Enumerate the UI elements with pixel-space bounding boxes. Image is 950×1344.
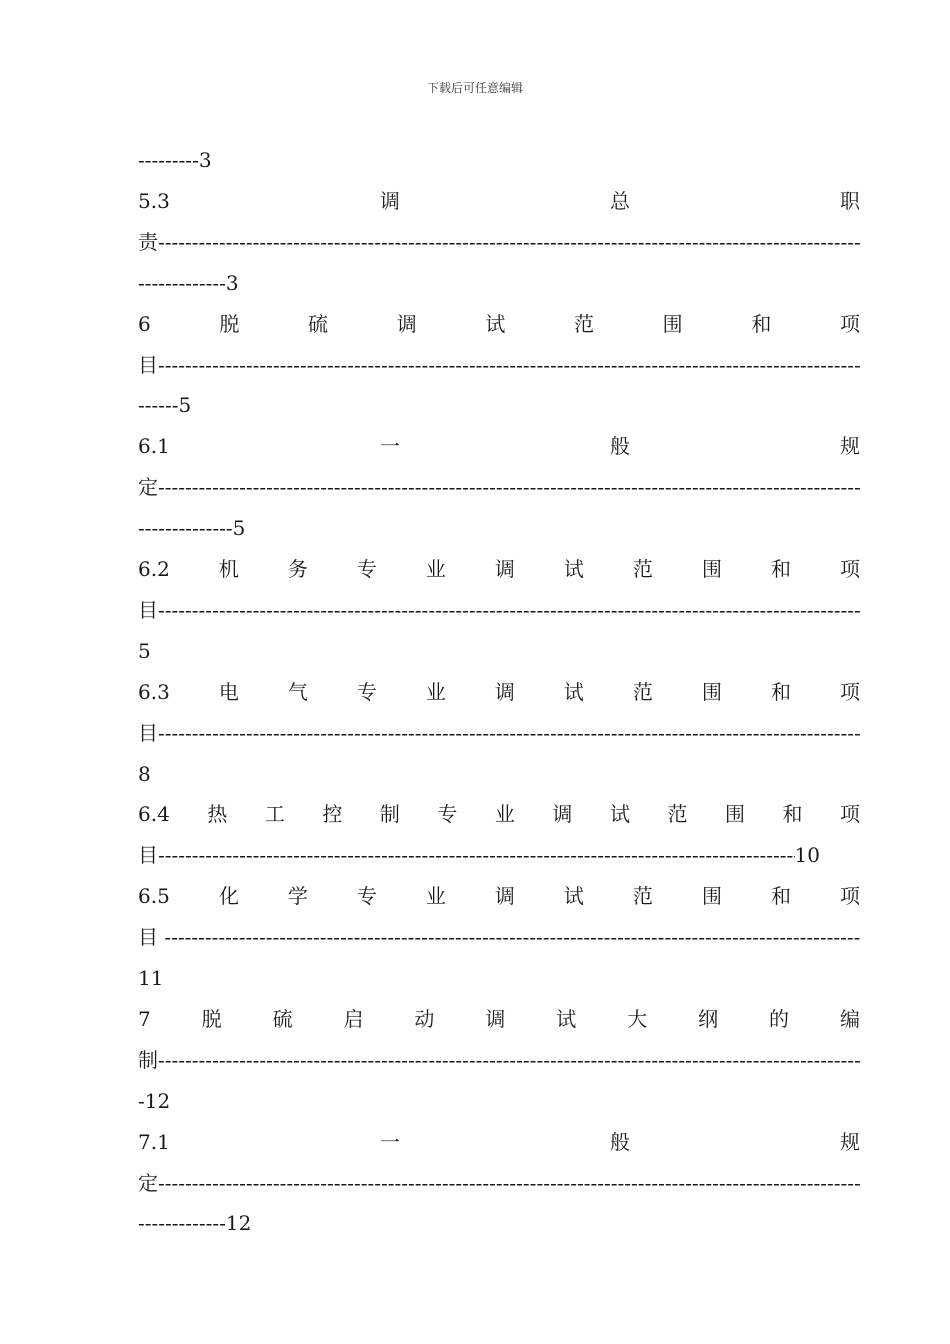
toc-heading-char: 7.1: [138, 1129, 170, 1154]
toc-line: [138, 309, 860, 339]
toc-heading-char: 项: [839, 679, 860, 704]
toc-heading-char: 范: [574, 311, 595, 336]
toc-heading-char: 总: [609, 188, 630, 213]
toc-heading-char: 和: [782, 802, 803, 827]
toc-line-text: 8: [138, 761, 151, 786]
toc-heading-char: 纲: [698, 1006, 719, 1031]
toc-heading-char: 6: [138, 311, 151, 336]
toc-heading-char: 试: [556, 1006, 577, 1031]
toc-heading-char: 的: [769, 1006, 790, 1031]
toc-heading-char: 调: [396, 311, 417, 336]
toc-heading-char: 调: [494, 679, 515, 704]
toc-heading-char: 围: [662, 311, 683, 336]
toc-heading-char: 专: [437, 802, 458, 827]
toc-heading-char: 专: [356, 884, 377, 909]
toc-line: [138, 1127, 860, 1157]
toc-heading-char: 6.5: [138, 884, 170, 909]
toc-line: [138, 1045, 860, 1075]
toc-line: [138, 227, 860, 257]
toc-line-text: -------------12: [138, 1211, 252, 1236]
dot-leader: [158, 472, 860, 502]
toc-line-text: -12: [138, 1088, 171, 1113]
toc-heading-char: 和: [770, 557, 791, 581]
toc-heading-end: 定: [138, 475, 158, 500]
toc-heading-char: 业: [425, 557, 446, 581]
toc-line-text: ------5: [138, 393, 192, 418]
toc-heading-char: 专: [356, 557, 377, 581]
dot-leader: [158, 840, 795, 870]
toc-line: [138, 145, 860, 175]
toc-heading-char: 硫: [308, 311, 329, 336]
toc-line: [138, 513, 860, 543]
page-number: 10: [794, 843, 820, 868]
toc-line: [138, 799, 860, 829]
toc-heading-char: 业: [425, 884, 446, 909]
toc-line: [138, 268, 860, 298]
toc-heading-end: 目: [138, 597, 158, 622]
toc-heading-char: 调: [494, 884, 515, 909]
toc-heading-char: 调: [494, 557, 515, 581]
toc-line: [138, 1168, 860, 1198]
toc-heading-char: 调: [379, 188, 400, 213]
dot-leader: [158, 1168, 860, 1198]
toc-heading-char: 脱: [219, 311, 240, 336]
toc-heading-char: 业: [494, 802, 515, 827]
toc-heading-char: 项: [839, 311, 860, 336]
dot-leader: [164, 922, 860, 952]
toc-heading-char: 启: [343, 1006, 364, 1031]
toc-line: [138, 677, 860, 707]
toc-heading-char: 项: [840, 802, 860, 827]
dot-leader: [158, 718, 860, 748]
toc-heading-end: 目: [138, 843, 158, 868]
toc-heading-char: 工: [264, 802, 285, 827]
toc-heading-char: 规: [840, 1129, 860, 1154]
toc-heading-char: 试: [609, 802, 630, 827]
toc-heading-end: 目: [138, 925, 165, 950]
toc-heading-end: 责: [138, 229, 158, 254]
toc-heading-char: 学: [287, 884, 308, 909]
toc-heading-char: 业: [425, 679, 446, 704]
toc-heading-char: 围: [701, 557, 722, 581]
toc-heading-char: 围: [701, 884, 722, 909]
toc-heading-char: 项: [839, 557, 860, 581]
toc-line: [138, 963, 860, 993]
toc-line: [138, 554, 860, 584]
toc-line: [138, 431, 860, 461]
toc-heading-end: 制: [138, 1047, 158, 1072]
toc-heading-char: 一: [379, 434, 400, 459]
toc-heading-char: 范: [667, 802, 688, 827]
toc-heading-char: 职: [840, 188, 860, 213]
toc-line: [138, 595, 860, 625]
dot-leader: [158, 595, 860, 625]
toc-heading-char: 项: [839, 884, 860, 909]
toc-line: [138, 1004, 860, 1034]
dot-leader: [158, 1045, 860, 1075]
toc-heading-char: 围: [724, 802, 745, 827]
toc-heading-char: 范: [632, 884, 653, 909]
toc-heading-char: 6.2: [138, 557, 170, 581]
toc-heading-char: 控: [322, 802, 343, 827]
toc-heading-end: 定: [138, 1170, 158, 1195]
toc-heading-char: 6.3: [138, 679, 170, 704]
toc-heading-char: 7: [138, 1006, 151, 1031]
toc-line: [138, 718, 860, 748]
toc-line-text: 11: [138, 966, 164, 990]
toc-heading-char: 硫: [272, 1006, 293, 1031]
toc-heading-char: 热: [207, 802, 228, 827]
toc-line: [138, 840, 820, 870]
toc-line: [138, 390, 860, 420]
toc-heading-char: 调: [552, 802, 573, 827]
toc-heading-char: 制: [379, 802, 400, 827]
toc-heading-char: 气: [287, 679, 308, 704]
page-header: 下载后可任意编辑: [426, 81, 523, 95]
toc-heading-char: 和: [770, 884, 791, 909]
toc-heading-char: 围: [701, 679, 722, 704]
toc-line-text: -------------3: [138, 270, 239, 295]
toc-heading-end: 目: [138, 720, 158, 745]
toc-line: [138, 472, 860, 502]
toc-line: [138, 1208, 860, 1238]
toc-heading-char: 调: [485, 1006, 506, 1031]
toc-heading-char: 大: [627, 1006, 648, 1031]
toc-heading-char: 务: [287, 557, 308, 581]
toc-heading-char: 一: [379, 1129, 400, 1154]
toc-line: [138, 881, 860, 911]
toc-heading-char: 6.1: [138, 434, 170, 459]
toc-line-text: --------------5: [138, 516, 246, 541]
toc-heading-char: 电: [218, 679, 239, 704]
toc-line-text: 5: [138, 638, 151, 663]
toc-heading-char: 范: [632, 557, 653, 581]
toc-heading-char: 试: [563, 679, 584, 704]
toc-heading-char: 6.4: [138, 802, 170, 827]
toc-line-text: ---------3: [138, 148, 212, 172]
toc-heading-char: 动: [414, 1006, 435, 1031]
toc-heading-char: 机: [218, 557, 239, 581]
toc-heading-char: 脱: [201, 1006, 222, 1031]
toc-heading-char: 试: [563, 557, 584, 581]
dot-leader: [158, 227, 860, 257]
toc-heading-char: 和: [751, 311, 772, 336]
toc-line: [138, 636, 860, 666]
toc-line: [138, 350, 860, 380]
toc-heading-char: 编: [839, 1006, 860, 1031]
toc-heading-char: 规: [840, 434, 860, 459]
toc-line: [138, 759, 860, 789]
toc-line: [138, 186, 860, 216]
toc-heading-char: 般: [609, 1129, 630, 1154]
toc-heading-char: 5.3: [138, 188, 170, 213]
toc-heading-end: 目: [138, 352, 158, 377]
toc-heading-char: 般: [609, 434, 630, 459]
toc-heading-char: 化: [218, 884, 239, 909]
toc-line: [138, 1086, 860, 1116]
toc-heading-char: 试: [563, 884, 584, 909]
dot-leader: [158, 350, 860, 380]
toc-heading-char: 专: [356, 679, 377, 704]
toc-heading-char: 试: [485, 311, 506, 336]
toc-heading-char: 范: [632, 679, 653, 704]
toc-heading-char: 和: [770, 679, 791, 704]
toc-line: [138, 922, 860, 952]
